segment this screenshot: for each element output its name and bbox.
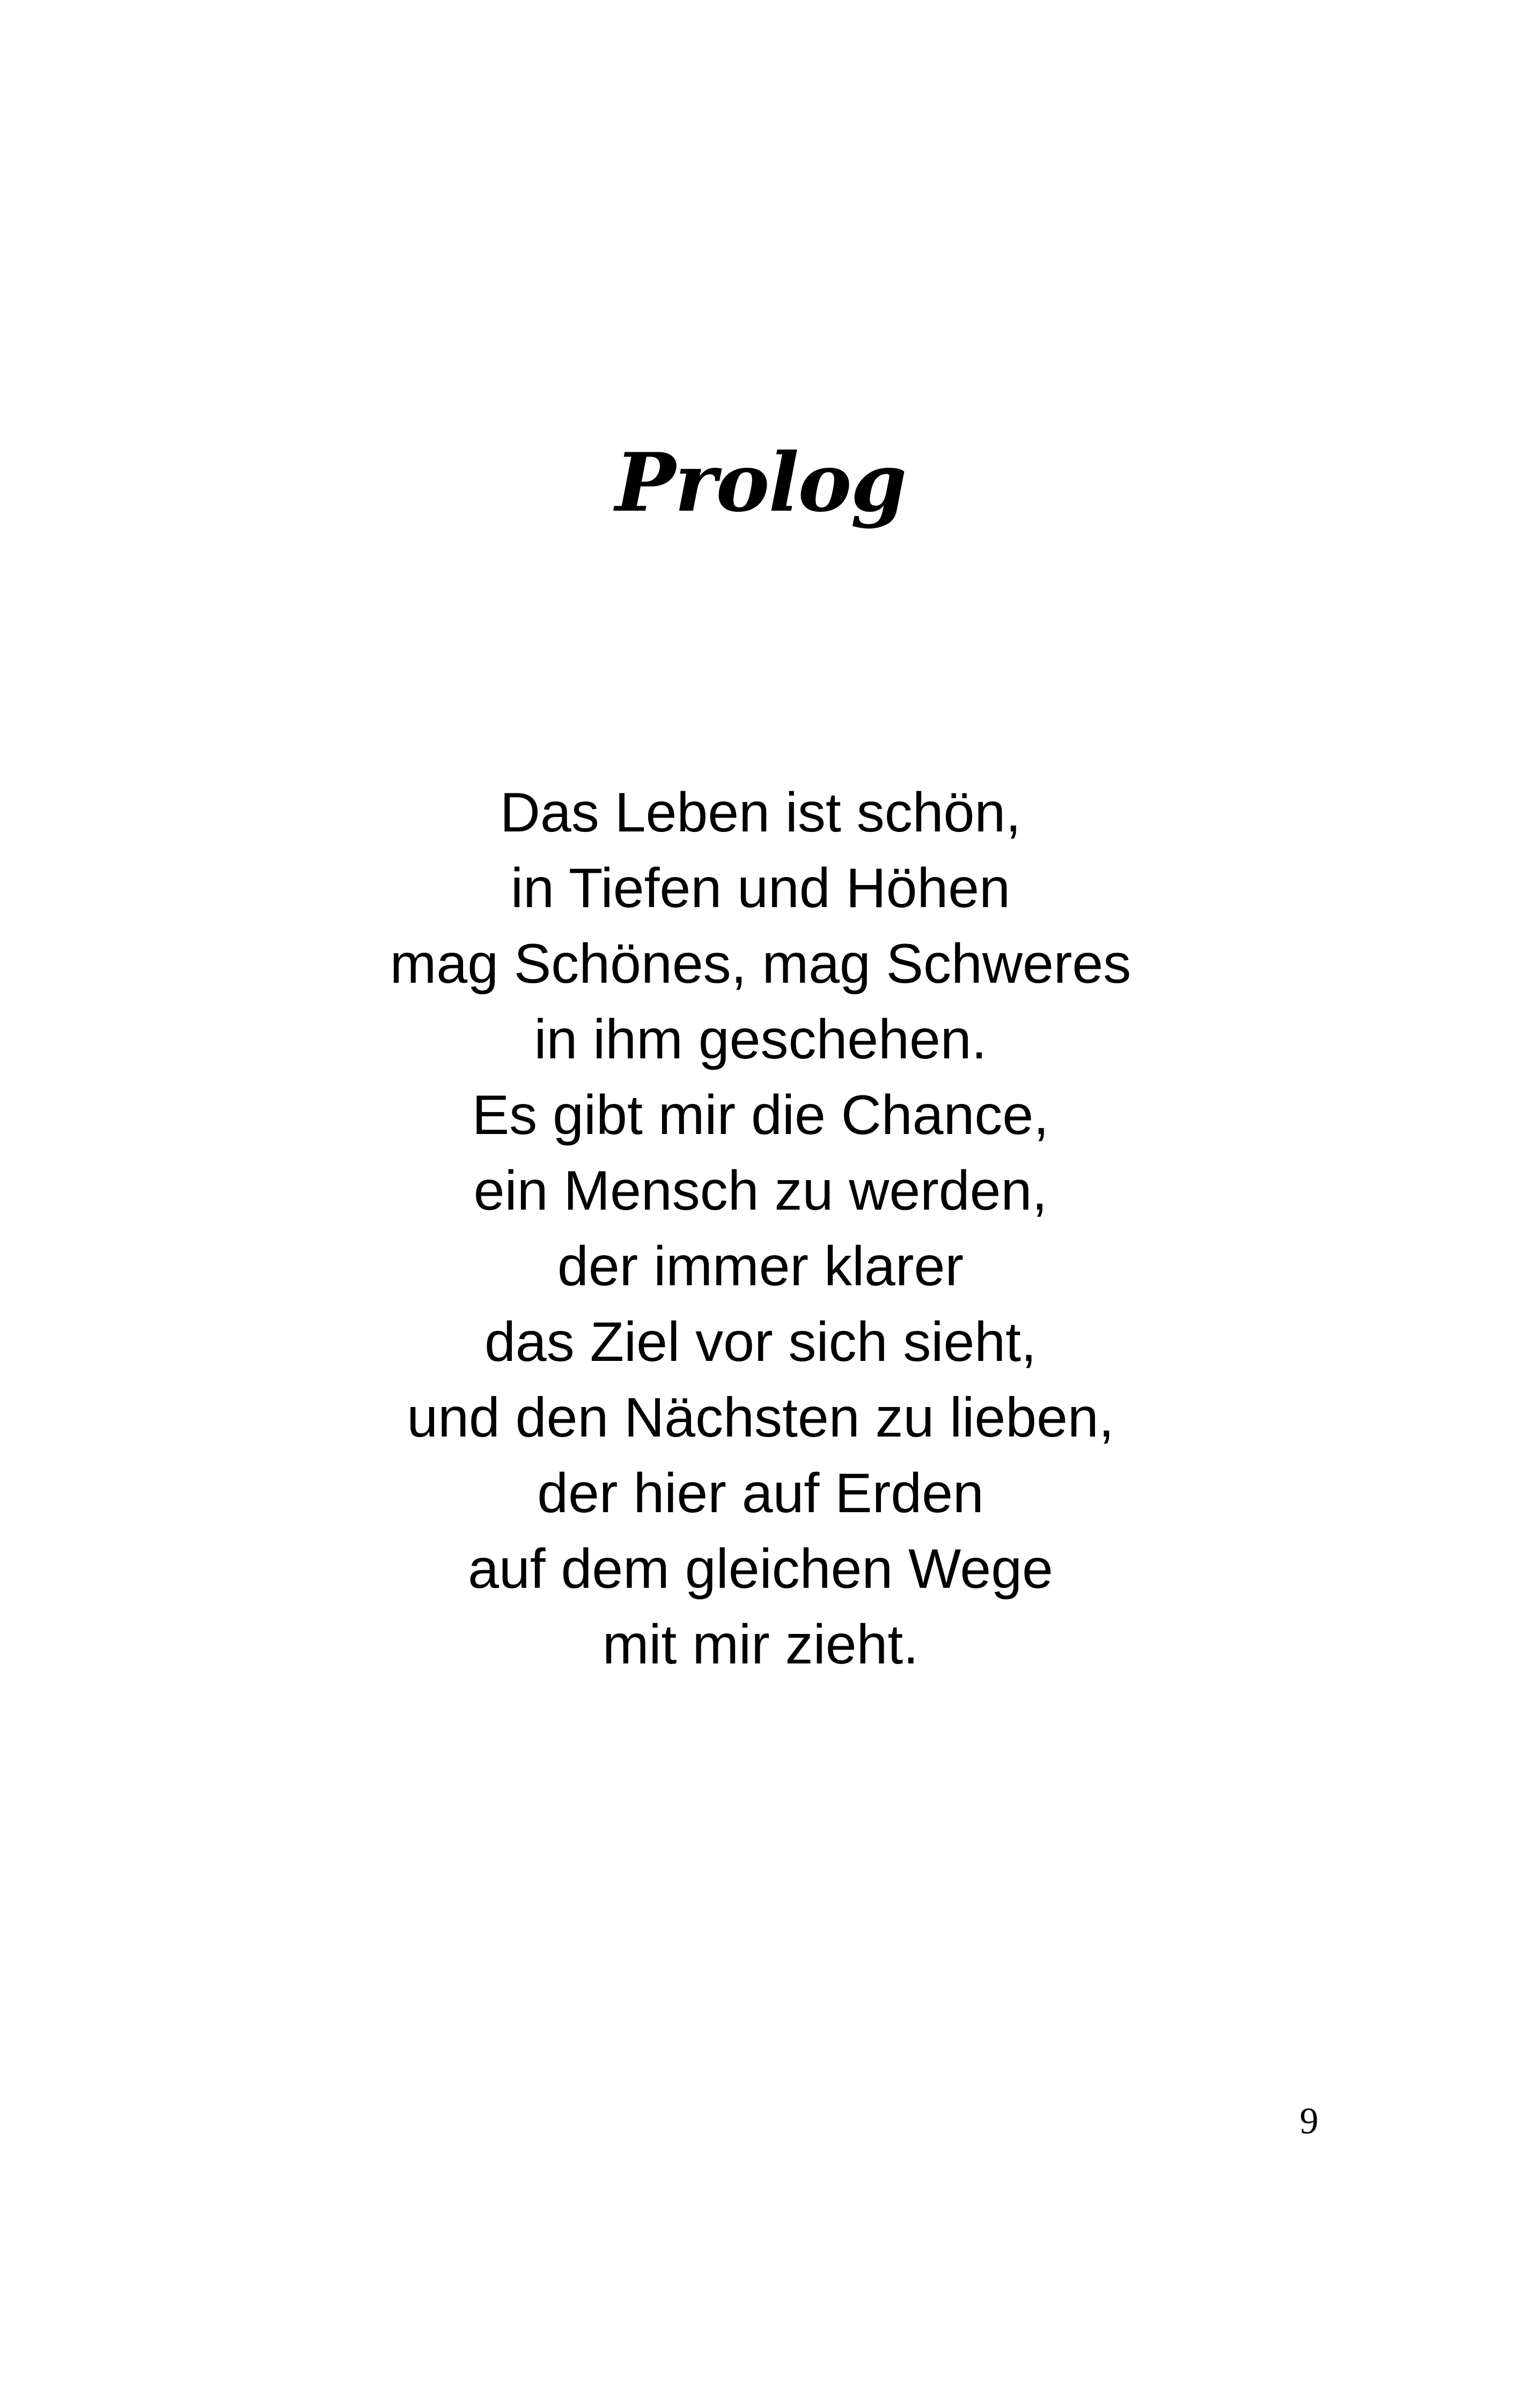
poem bbox=[0, 775, 1521, 1683]
poem-line: auf dem gleichen Wege bbox=[468, 1538, 1053, 1600]
poem-line: der immer klarer bbox=[557, 1235, 964, 1298]
poem-line: mit mir zieht. bbox=[602, 1614, 919, 1676]
poem-line: in Tiefen und Höhen bbox=[511, 857, 1010, 919]
poem-line: der hier auf Erden bbox=[537, 1462, 984, 1525]
poem-line: das Ziel vor sich sieht, bbox=[484, 1311, 1037, 1373]
poem-line: und den Nächsten zu lieben, bbox=[407, 1387, 1114, 1449]
poem-line: mag Schönes, mag Schweres bbox=[390, 933, 1131, 995]
page-title: Prolog bbox=[615, 436, 906, 530]
page-number: 9 bbox=[1299, 2101, 1319, 2142]
poem-line: Es gibt mir die Chance, bbox=[472, 1084, 1049, 1146]
poem-line: ein Mensch zu werden, bbox=[473, 1160, 1048, 1222]
poem-line: in ihm geschehen. bbox=[534, 1008, 987, 1071]
poem-line: Das Leben ist schön, bbox=[499, 782, 1022, 844]
